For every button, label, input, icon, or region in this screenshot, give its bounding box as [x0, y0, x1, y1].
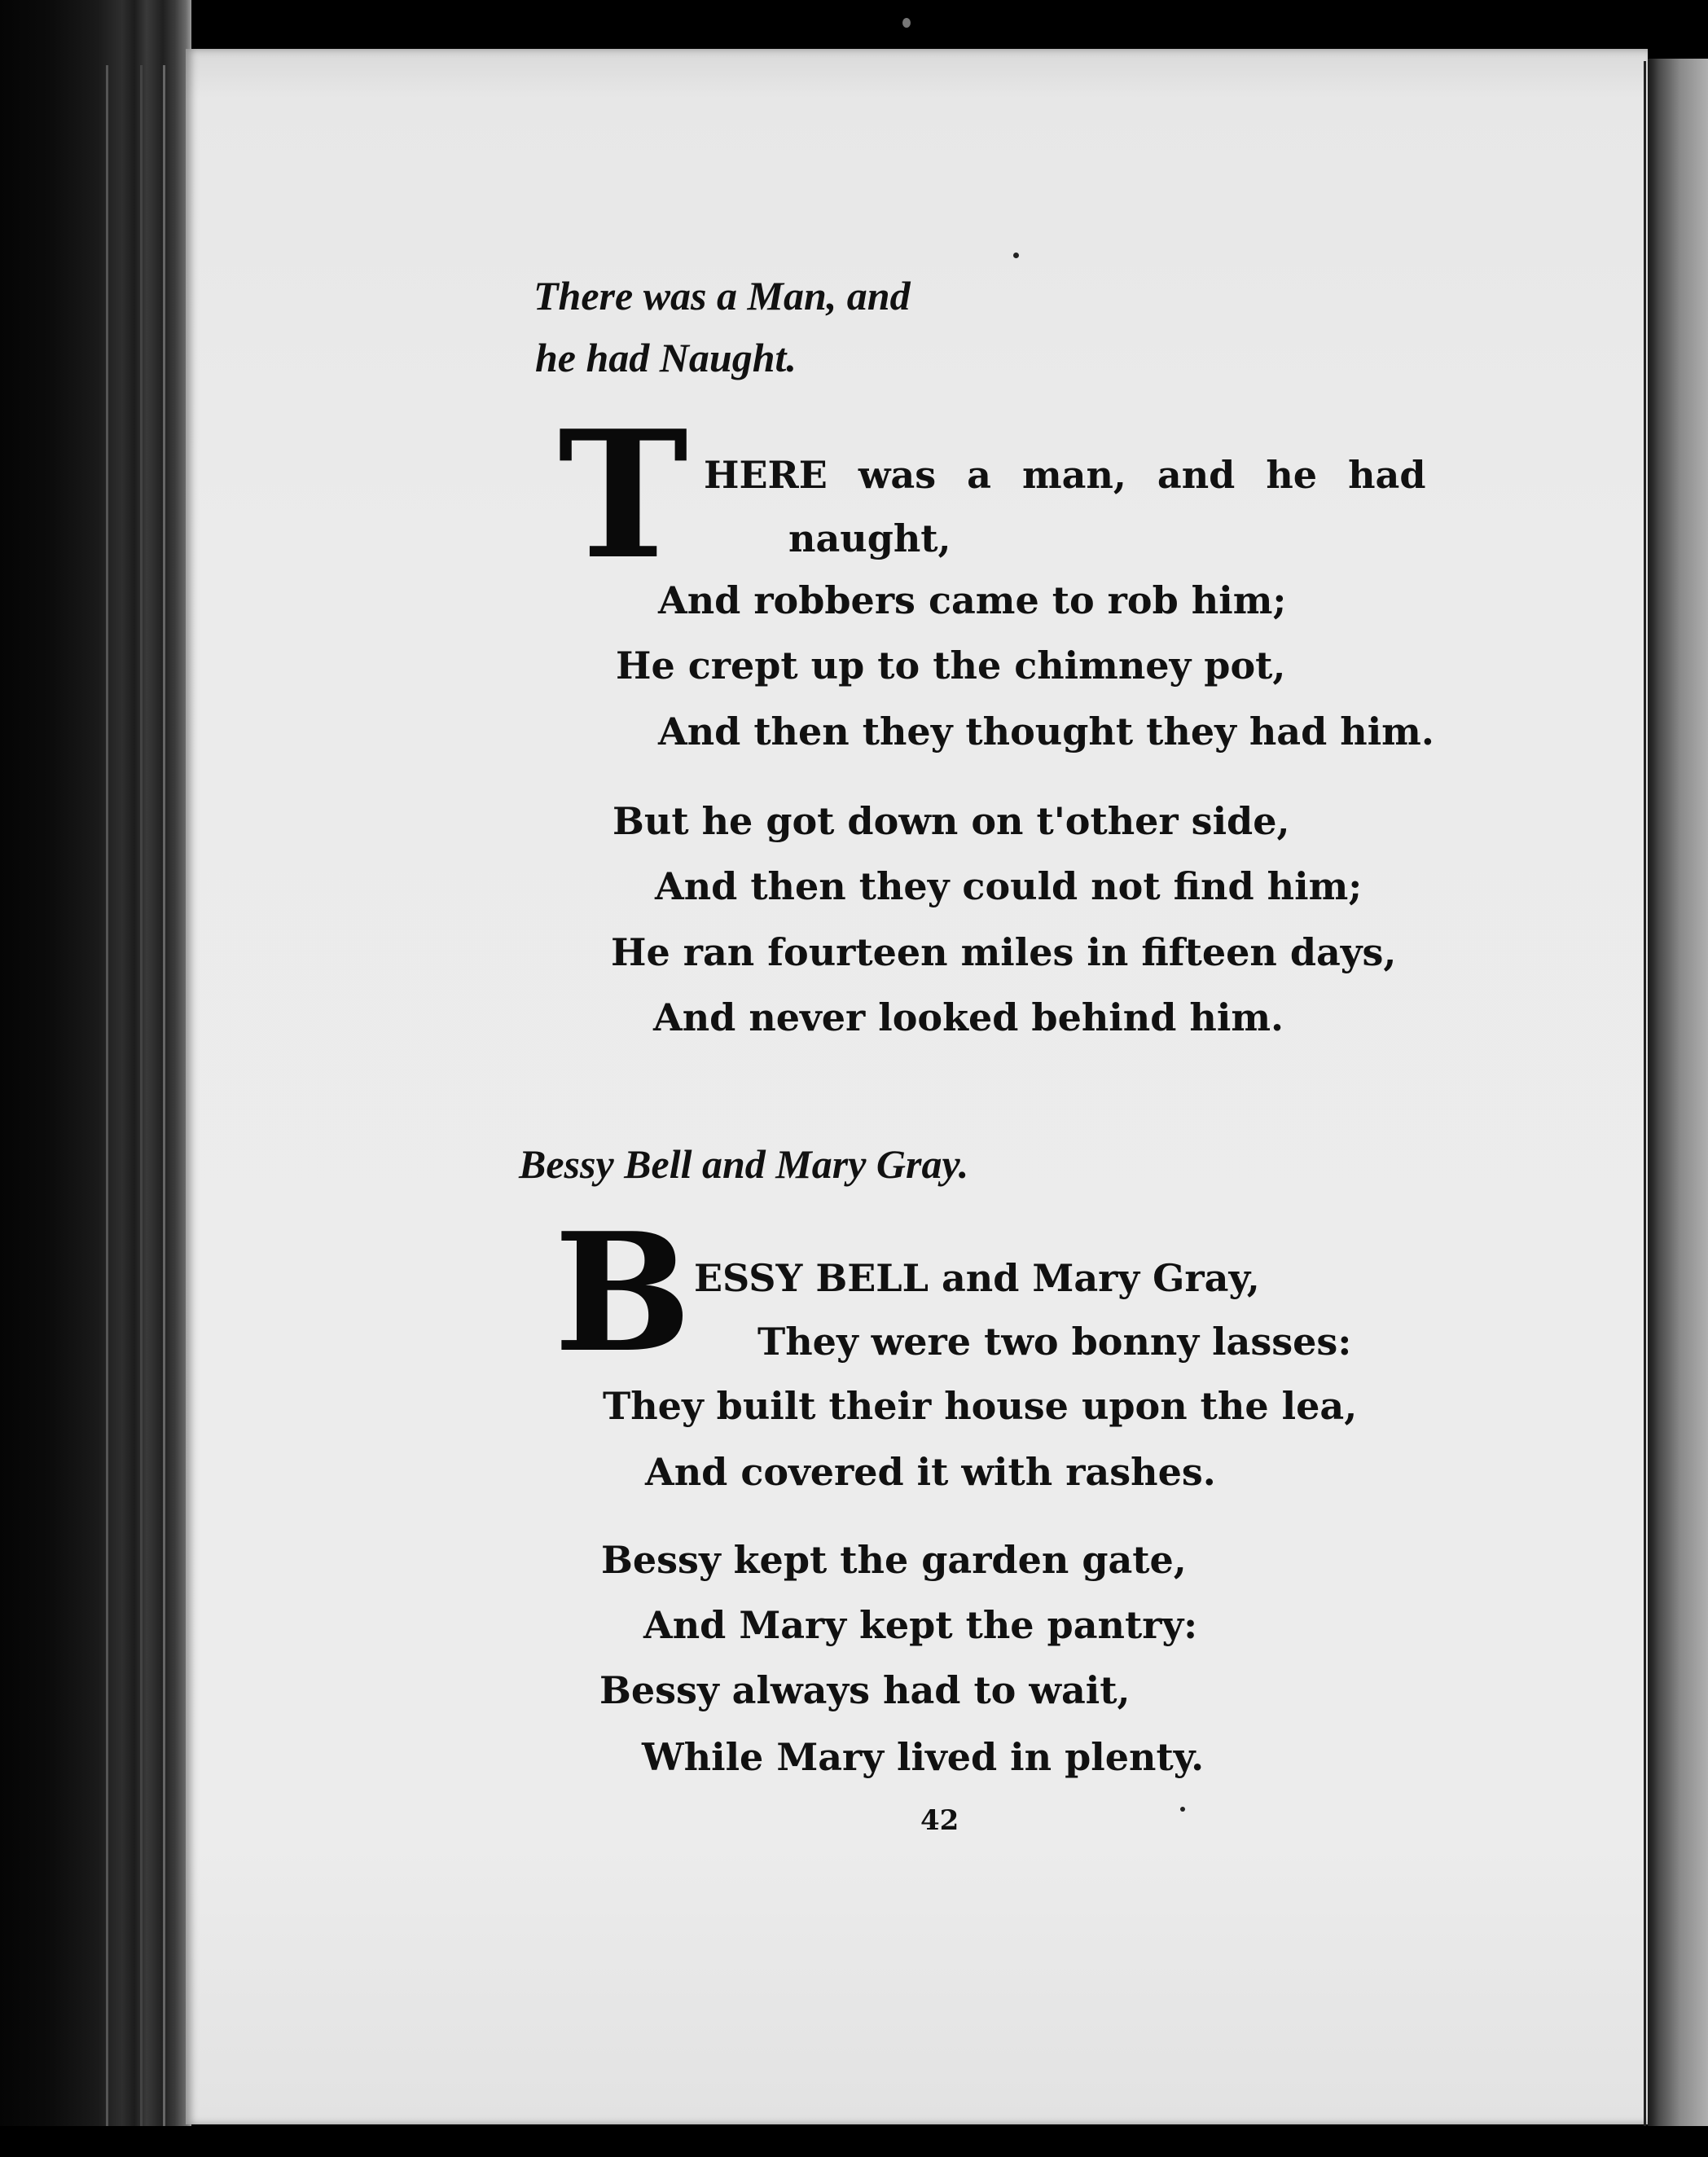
poem-line: He crept up to the chimney pot, — [616, 644, 1286, 688]
poem-line: HERE was a man, and he had — [704, 453, 1426, 497]
scan-top-border — [0, 0, 1708, 51]
poem-line: He ran fourteen miles in fifteen days, — [611, 930, 1397, 974]
poem-line: They built their house upon the lea, — [603, 1384, 1358, 1428]
book-page — [186, 49, 1648, 2124]
spine-edge-line — [163, 65, 165, 2150]
ink-speck — [1013, 253, 1019, 258]
poem-line: And never looked behind him. — [653, 995, 1284, 1039]
poem-title: There was a Man, and — [533, 273, 911, 318]
drop-cap-letter: B — [554, 1197, 692, 1389]
ink-speck — [902, 18, 911, 28]
poem-line: naught, — [788, 516, 951, 560]
ink-speck — [1180, 1807, 1185, 1812]
poem-line: And then they thought they had him. — [658, 709, 1434, 753]
poem-line: Bessy kept the garden gate, — [601, 1538, 1187, 1582]
spine-edge-line — [106, 65, 108, 2150]
poem-line: ESSY BELL and Mary Gray, — [694, 1256, 1260, 1300]
page-gutter-line — [1644, 61, 1646, 2130]
page-number: 42 — [920, 1804, 959, 1837]
poem-title: Bessy Bell and Mary Gray. — [519, 1141, 969, 1187]
spine-edge-line — [140, 65, 143, 2150]
poem-line: And then they could not find him; — [655, 864, 1363, 908]
poem-line: But he got down on t'other side, — [613, 799, 1290, 843]
poem-line: And covered it with rashes. — [645, 1450, 1216, 1494]
poem-line: Bessy always had to wait, — [599, 1668, 1131, 1712]
poem-title: he had Naught. — [535, 335, 797, 380]
poem-line: And robbers came to rob him; — [658, 578, 1287, 622]
facing-page-edge — [1648, 59, 1708, 2157]
poem-line: While Mary lived in plenty. — [642, 1735, 1205, 1779]
poem-line: And Mary kept the pantry: — [643, 1603, 1198, 1647]
poem-line: They were two bonny lasses: — [757, 1320, 1352, 1364]
scan-bottom-border — [0, 2126, 1708, 2157]
drop-cap-letter: T — [558, 392, 688, 598]
